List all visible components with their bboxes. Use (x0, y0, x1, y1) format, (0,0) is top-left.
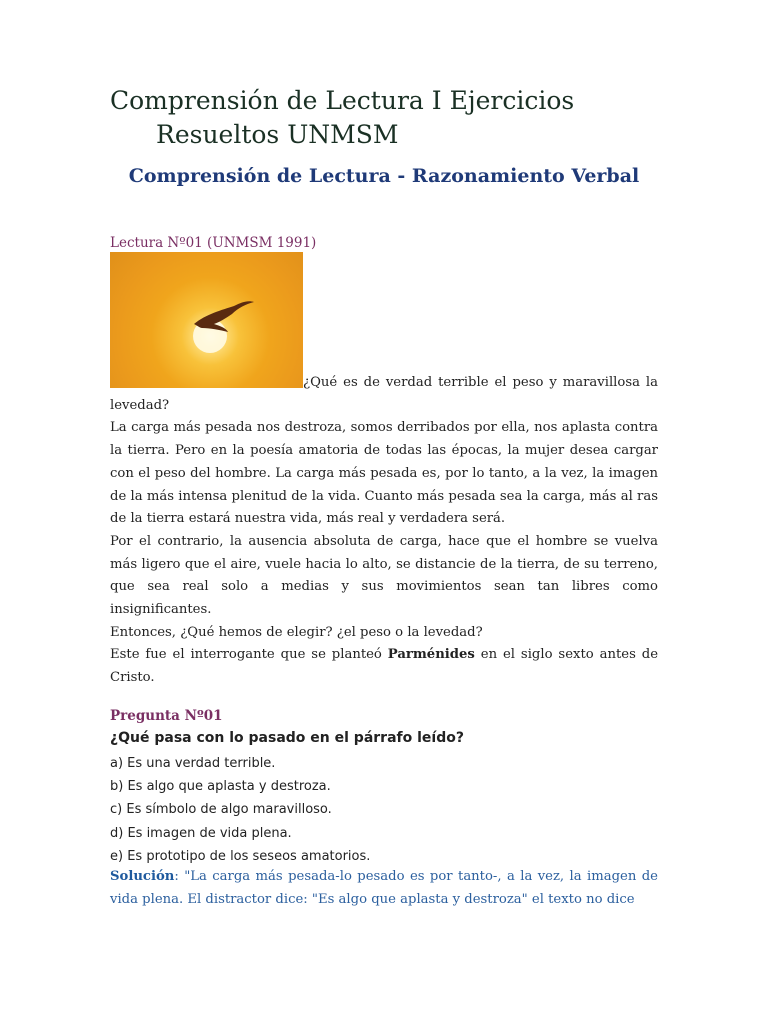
reading-paragraph: Por el contrario, la ausencia absoluta de carga, hace que el hombre se vuelva más ligero que el aire, vuele hacia lo alto, se distancie de la tierra, de su terreno, que sea real solo a medias y sus movimientos sean tan libres como insignificantes. (110, 533, 658, 618)
answer-option: d) Es imagen de vida plena. (110, 825, 292, 841)
author-name: Parménides (387, 647, 475, 663)
answer-option: c) Es símbolo de algo maravilloso. (110, 802, 332, 818)
answer-options (110, 752, 658, 868)
section-subtitle: Comprensión de Lectura - Razonamiento Verbal (128, 165, 640, 187)
reading-text (110, 372, 658, 690)
reading-text-part: en el siglo sexto antes de Cristo. (110, 647, 658, 686)
answer-option: e) Es prototipo de los seseos amatorios. (110, 848, 371, 864)
page-title-line1: Comprensión de Lectura I Ejercicios (110, 86, 575, 115)
page-title-line2: Resueltos UNMSM (156, 120, 399, 149)
page-title (110, 84, 670, 152)
reading-paragraph: La carga más pesada nos destroza, somos derribados por ella, nos aplasta contra la tierra. Pero en la poesía amatoria de todas las épocas, la mujer desea cargar con el peso del hombre. La carga más pesada es, por lo tanto, a la vez, la imagen de la más intensa plenitud de la vida. Cuanto más pesada sea la carga, más al ras de la tierra estará nuestra vida, más real y verdadera será. (110, 420, 658, 527)
reading-paragraph: ¿Qué es de verdad terrible el peso y maravillosa la levedad? (110, 375, 658, 413)
answer-option: a) Es una verdad terrible. (110, 756, 276, 771)
question-label: Pregunta Nº01 (110, 708, 223, 724)
solution-text (110, 866, 658, 911)
reading-paragraph: Entonces, ¿Qué hemos de elegir? ¿el peso o la levedad? (110, 624, 483, 640)
reading-text-part: Este fue el interrogante que se planteó (110, 647, 388, 663)
reading-label: Lectura Nº01 (UNMSM 1991) (110, 235, 317, 251)
question-text: ¿Qué pasa con lo pasado en el párrafo leído? (110, 730, 464, 746)
sunset-bird-image (110, 252, 303, 388)
reading-paragraph-last (110, 644, 658, 689)
answer-option: b) Es algo que aplasta y destroza. (110, 779, 331, 795)
bird-silhouette-icon (110, 252, 303, 388)
solution-body: : "La carga más pesada-lo pesado es por tanto-, a la vez, la imagen de vida plena. El distractor dice: "Es algo que aplasta y destroza" el texto no dice (110, 869, 658, 907)
solution-label: Solución (110, 869, 175, 884)
